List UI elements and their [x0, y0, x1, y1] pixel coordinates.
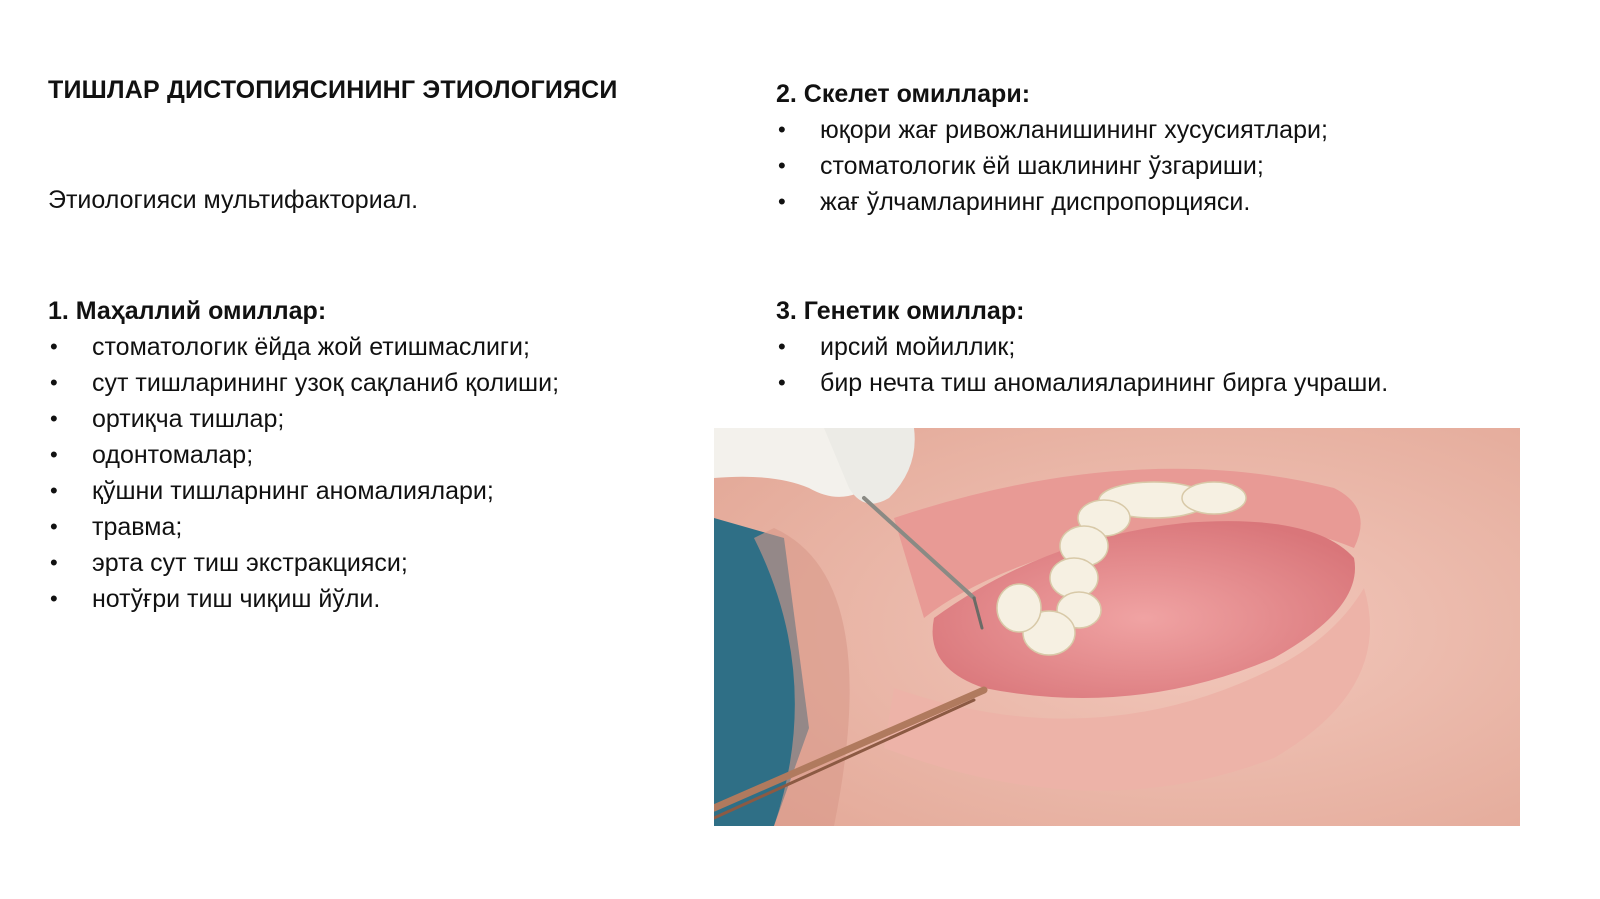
- list-item: [776, 148, 1328, 184]
- bullet-icon: •: [778, 117, 786, 142]
- bullet-icon: •: [50, 586, 58, 611]
- skeletal-factors-list: [776, 112, 1328, 220]
- genetic-factors-list: [776, 329, 1388, 401]
- bullet-icon: •: [50, 550, 58, 575]
- dental-photo-icon: [714, 428, 1520, 826]
- local-factors-heading: 1. Маҳаллий омиллар:: [48, 297, 327, 325]
- slide-title: ТИШЛАР ДИСТОПИЯСИНИНГ ЭТИОЛОГИЯСИ: [48, 76, 618, 104]
- bullet-icon: •: [50, 514, 58, 539]
- list-item: [48, 329, 559, 365]
- bullet-icon: •: [50, 334, 58, 359]
- list-item: [776, 365, 1388, 401]
- intro-text: Этиологияси мультифакториал.: [48, 186, 419, 214]
- list-item: [776, 329, 1388, 365]
- list-item-text: эрта сут тиш экстракцияси;: [92, 549, 408, 577]
- dental-photo: [714, 428, 1520, 826]
- local-factors-section: [48, 293, 559, 617]
- bullet-icon: •: [50, 442, 58, 467]
- local-factors-list: [48, 329, 559, 617]
- genetic-factors-heading: 3. Генетик омиллар:: [776, 297, 1025, 325]
- bullet-icon: •: [50, 406, 58, 431]
- list-item: [48, 401, 559, 437]
- skeletal-factors-section: [776, 76, 1328, 220]
- list-item-text: одонтомалар;: [92, 441, 254, 469]
- bullet-icon: •: [50, 370, 58, 395]
- list-item: [48, 437, 559, 473]
- list-item: [48, 581, 559, 617]
- bullet-icon: •: [778, 370, 786, 395]
- bullet-icon: •: [778, 189, 786, 214]
- bullet-icon: •: [778, 334, 786, 359]
- skeletal-factors-heading: 2. Скелет омиллари:: [776, 80, 1031, 108]
- list-item: [48, 545, 559, 581]
- list-item-text: юқори жағ ривожланишининг хусусиятлари;: [820, 116, 1328, 144]
- bullet-icon: •: [50, 478, 58, 503]
- list-item-text: стоматологик ёйда жой етишмаслиги;: [92, 333, 530, 361]
- list-item-text: жағ ўлчамларининг диспропорцияси.: [820, 188, 1251, 216]
- list-item-text: сут тишларининг узоқ сақланиб қолиши;: [92, 369, 560, 397]
- list-item: [776, 112, 1328, 148]
- list-item: [48, 473, 559, 509]
- list-item: [48, 365, 559, 401]
- list-item-text: ирсий мойиллик;: [820, 333, 1016, 361]
- list-item-text: травма;: [92, 513, 183, 541]
- list-item: [776, 184, 1328, 220]
- list-item: [48, 509, 559, 545]
- list-item-text: стоматологик ёй шаклининг ўзгариши;: [820, 152, 1264, 180]
- genetic-factors-section: [776, 293, 1388, 401]
- list-item-text: нотўғри тиш чиқиш йўли.: [92, 585, 381, 613]
- list-item-text: ортиқча тишлар;: [92, 405, 285, 433]
- bullet-icon: •: [778, 153, 786, 178]
- list-item-text: бир нечта тиш аномалияларининг бирга учраши.: [820, 369, 1389, 397]
- list-item-text: қўшни тишларнинг аномалиялари;: [92, 477, 494, 505]
